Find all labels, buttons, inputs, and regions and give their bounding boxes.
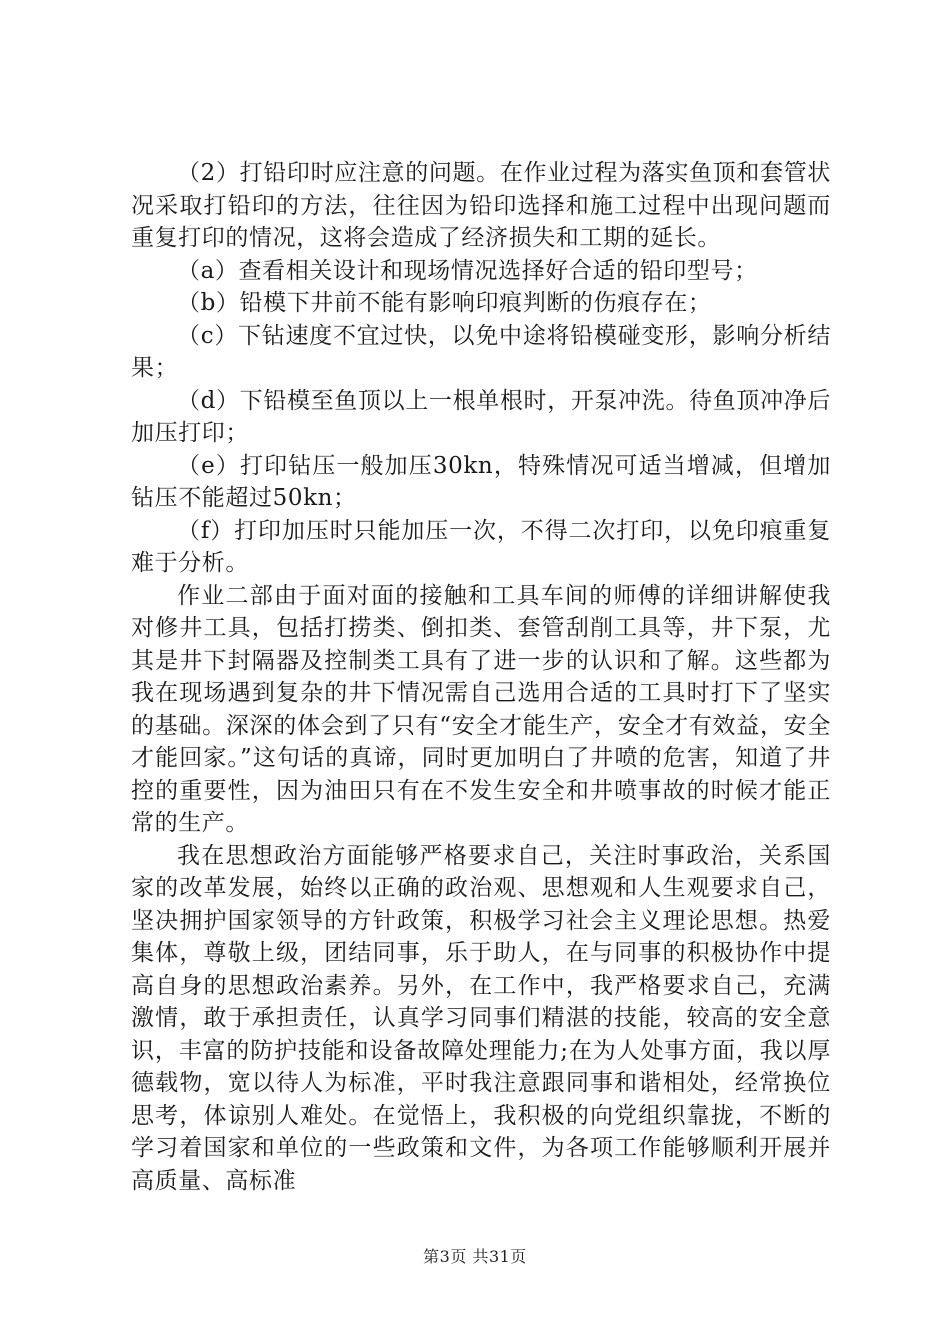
paragraph-item-d: （d）下铅模至鱼顶以上一根单根时，开泵冲洗。待鱼顶冲净后加压打印；	[131, 387, 831, 446]
page-number-footer: 第3页 共31页	[423, 1247, 527, 1266]
document-body	[131, 157, 831, 1197]
paragraph-item-f: （f）打印加压时只能加压一次，不得二次打印，以免印痕重复难于分析。	[131, 517, 831, 576]
paragraph-item-a: （a）查看相关设计和现场情况选择好合适的铅印型号；	[177, 257, 758, 284]
paragraph-item-c: （c）下钻速度不宜过快，以免中途将铅模碰变形，影响分析结果；	[131, 322, 831, 381]
paragraph-item-e: （e）打印钻压一般加压30kn，特殊情况可适当增减，但增加钻压不能超过50kn；	[131, 452, 831, 511]
paragraph-tools-experience: 作业二部由于面对面的接触和工具车间的师傅的详细讲解使我对修井工具，包括打捞类、倒扣类、套管刮削工具等，井下泵，尤其是井下封隔器及控制类工具有了进一步的认识和了解。这些都为我在现场遇到复杂的井下情况需自己选用合适的工具时打下了坚实的基础。深深的体会到了只有“安全才能生产，安全才有效益，安全才能回家。”这句话的真谛，同时更加明白了井喷的危害，知道了井控的重要性，因为油田只有在不发生安全和井喷事故的时候才能正常的生产。	[131, 582, 831, 836]
paragraph-lead-impression-issues: （2）打铅印时应注意的问题。在作业过程为落实鱼顶和套管状况采取打铅印的方法，往往因为铅印选择和施工过程中出现问题而重复打印的情况，这将会造成了经济损失和工期的延长。	[131, 160, 831, 251]
paragraph-item-b: （b）铅模下井前不能有影响印痕判断的伤痕存在；	[177, 290, 712, 316]
paragraph-political-thought: 我在思想政治方面能够严格要求自己，关注时事政治，关系国家的改革发展，始终以正确的政治观、思想观和人生观要求自己，坚决拥护国家领导的方针政策，积极学习社会主义理论思想。热爱集体，尊敬上级，团结同事，乐于助人，在与同事的积极协作中提高自身的思想政治素养。另外，在工作中，我严格要求自己，充满激情，敢于承担责任，认真学习同事们精湛的技能，较高的安全意识，丰富的防护技能和设备故障处理能力;在为人处事方面，我以厚德载物，宽以待人为标准，平时我注意跟同事和谐相处，经常换位思考，体谅别人难处。在觉悟上，我积极的向党组织靠拢，不断的学习着国家和单位的一些政策和文件，为各项工作能够顺利开展并高质量、高标准	[131, 842, 831, 1194]
